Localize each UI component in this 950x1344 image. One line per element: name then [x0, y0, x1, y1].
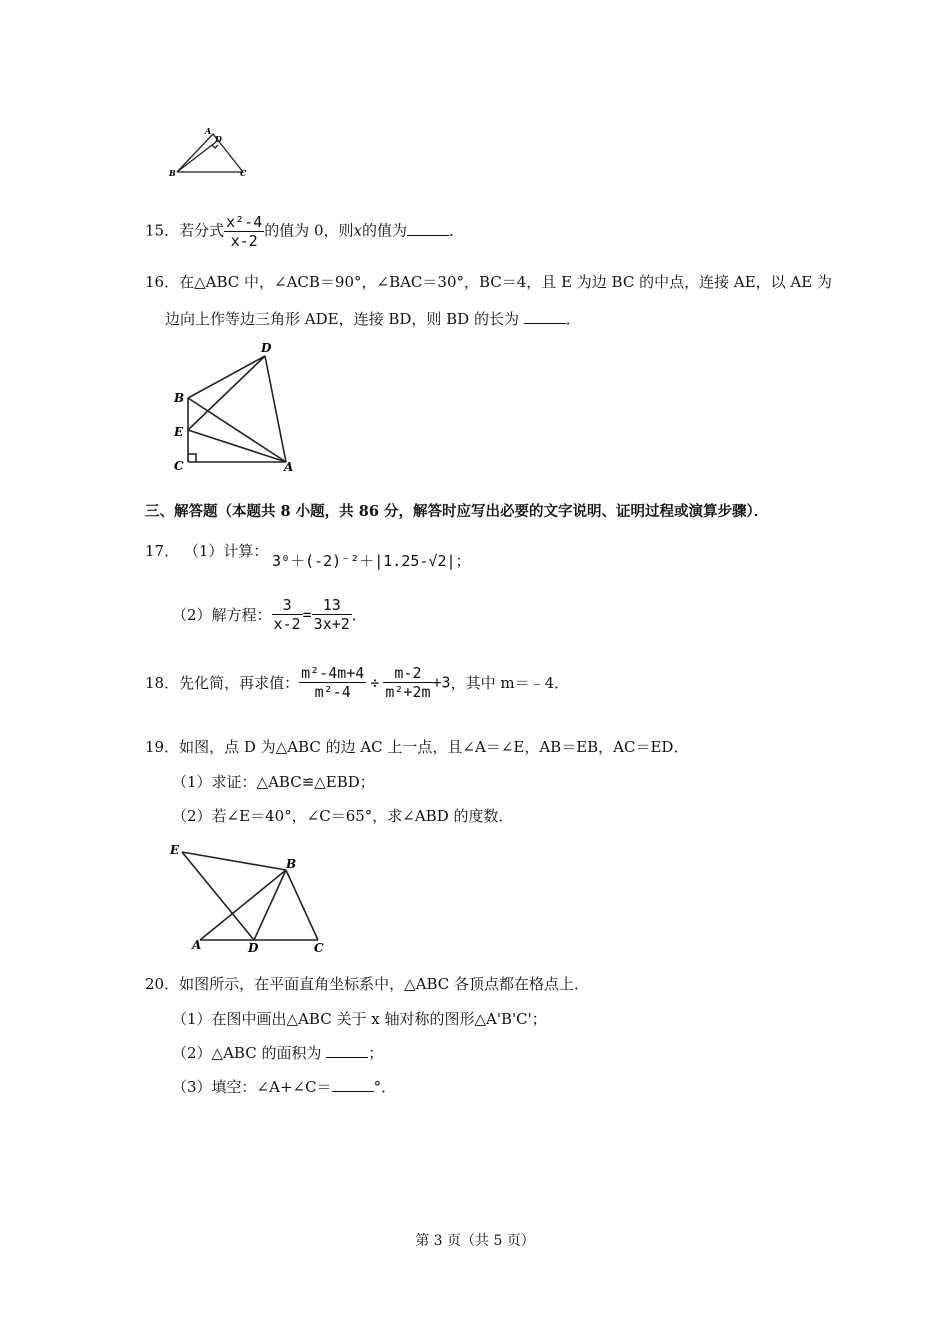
- q15-number: 15．: [145, 221, 180, 240]
- question-20-line4: [172, 1076, 396, 1097]
- q15-frac-num: x²-4: [226, 213, 263, 231]
- q20-line4a: （3）填空：∠A+∠C＝: [172, 1078, 332, 1096]
- q17-p1-label: （1）计算：: [183, 542, 269, 560]
- fig14-label-c: C: [240, 168, 247, 178]
- q19-line1: 如图，点 D 为△ABC 的边 AC 上一点，且∠A＝∠E，AB＝EB，AC＝ED．: [179, 738, 689, 756]
- q18-f1-num: m²-4m+4: [301, 664, 365, 682]
- figure-q14: [165, 124, 255, 184]
- q16-end: ．: [565, 310, 581, 328]
- figure-q19: [168, 838, 338, 956]
- q20-line2: （1）在图中画出△ABC 关于 x 轴对称的图形△A'B'C'；: [172, 1010, 547, 1028]
- fig19-label-c: C: [314, 941, 324, 955]
- question-19-line1: [145, 736, 688, 757]
- fig16-label-b: B: [174, 391, 185, 405]
- question-18: [145, 664, 569, 701]
- q17-number: 17．: [145, 542, 180, 560]
- q17-p1-expr: 3⁰＋(-2)⁻²＋|1.25-√2|: [272, 552, 456, 570]
- fig19-label-e: E: [170, 843, 180, 857]
- q15-answer-blank: [407, 221, 449, 236]
- q20-angle-blank: [332, 1077, 374, 1092]
- q15-fraction: [224, 213, 264, 250]
- q15-text2: 的值为 0，则: [264, 221, 354, 240]
- question-17-part1: [145, 540, 268, 561]
- q16-line2: 边向上作等边三角形 ADE，连接 BD，则 BD 的长为: [165, 310, 519, 328]
- fig16-label-a: A: [284, 460, 294, 474]
- fig16-label-d: D: [261, 341, 272, 355]
- q18-div: ÷: [370, 673, 380, 692]
- q18-fraction-1: [299, 664, 366, 701]
- section-3-heading: 三、解答题（本题共 8 小题，共 86 分，解答时应写出必要的文字说明、证明过程或演算步骤）．: [145, 503, 769, 520]
- q16-line1: 在△ABC 中，∠ACB＝90°，∠BAC＝30°，BC＝4，且 E 为边 BC 的中点，连接 AE，以 AE 为: [179, 273, 832, 291]
- q17-fraction-2: [312, 596, 352, 633]
- q17-eq: =: [302, 605, 312, 624]
- q17-f2-num: 13: [312, 596, 352, 615]
- q15-text3: 的值为: [362, 221, 408, 240]
- fig19-label-d: D: [248, 941, 259, 955]
- q20-line3a: （2）△ABC 的面积为: [172, 1044, 322, 1062]
- q17-f1-den: x-2: [273, 615, 301, 633]
- q18-tail: ，其中 m＝﹣4．: [450, 674, 570, 692]
- question-16-line1: [145, 271, 832, 292]
- q15-frac-den: x-2: [230, 232, 258, 250]
- q17-f2-den: 3x+2: [313, 615, 350, 633]
- fig16-label-c: C: [174, 459, 184, 473]
- q20-line4b: °．: [373, 1078, 397, 1096]
- q18-f2-den: m²+2m: [385, 683, 431, 701]
- q18-f1-den: m²-4: [314, 683, 351, 701]
- fig16-label-e: E: [174, 425, 184, 439]
- fig19-label-b: B: [286, 857, 297, 871]
- q17-expression: [272, 550, 471, 571]
- fig14-label-b: B: [169, 168, 176, 178]
- q19-line3: （2）若∠E＝40°，∠C＝65°，求∠ABD 的度数．: [172, 807, 514, 825]
- q18-number: 18．: [145, 674, 180, 692]
- q20-area-blank: [326, 1043, 368, 1058]
- q18-label: 先化简，再求值：: [179, 674, 300, 692]
- q19-line2: （1）求证：△ABC≌△EBD；: [172, 773, 375, 791]
- q18-plus: +3: [432, 673, 451, 692]
- q15-end: ．: [449, 221, 465, 240]
- question-15: [145, 213, 464, 250]
- fig19-label-a: A: [192, 938, 202, 952]
- q16-answer-blank: [524, 309, 566, 324]
- q18-fraction-2: [383, 664, 432, 701]
- question-17-part2: [172, 596, 367, 633]
- page-footer: 第 3 页（共 5 页）: [415, 1233, 535, 1249]
- q17-p1-end: ；: [455, 552, 471, 570]
- q18-f2-num: m-2: [383, 664, 432, 683]
- q17-p2-end: ．: [351, 606, 367, 624]
- q17-fraction-1: [272, 596, 303, 633]
- question-20-line1: [145, 973, 589, 994]
- figure-q16: [168, 338, 308, 474]
- question-16-line2: [165, 308, 581, 329]
- q15-var: x: [353, 221, 363, 240]
- q17-p2-label: （2）解方程：: [172, 606, 272, 624]
- fig14-label-a: A: [205, 126, 212, 136]
- q19-number: 19．: [145, 738, 180, 756]
- q16-number: 16．: [145, 273, 180, 291]
- q20-number: 20．: [145, 975, 180, 993]
- q17-f1-num: 3: [272, 596, 303, 615]
- q20-line3b: ；: [368, 1044, 384, 1062]
- question-20-line3: [172, 1042, 383, 1063]
- q20-line1: 如图所示，在平面直角坐标系中，△ABC 各顶点都在格点上．: [179, 975, 590, 993]
- fig14-label-d: D: [215, 134, 222, 144]
- q15-text1: 若分式: [179, 221, 225, 240]
